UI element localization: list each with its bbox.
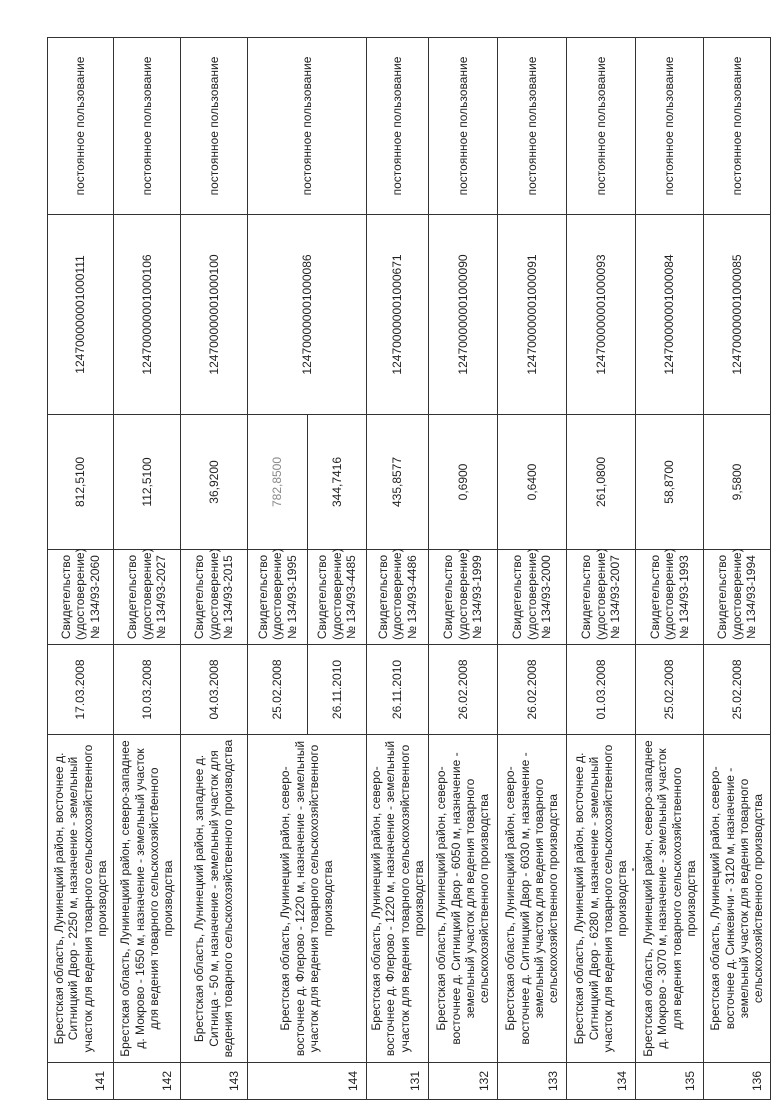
cadastral-number: 124700000001000085 [704, 215, 771, 415]
right-type: постоянное пользование [498, 38, 567, 215]
row-number: 135 [636, 1063, 704, 1100]
row-number: 134 [567, 1063, 636, 1100]
plot-area: 112,5100 [114, 415, 181, 550]
row-number: 142 [114, 1063, 181, 1100]
right-type: постоянное пользование [704, 38, 771, 215]
certificate-number: Свидетельство (удостоверение) № 134/93-4486 [367, 550, 429, 645]
cadastral-number: 124700000001000111 [48, 215, 114, 415]
plot-address: Брестская область, Лунинецкий район, северо-восточнее д. Флерово - 1220 м, назначение - земельный участок для ведения товарного сельскохозяйственного производства [248, 735, 367, 1063]
table-row [567, 38, 636, 1100]
certificate-number: Свидетельство (удостоверение) № 134/93-1994 [704, 550, 771, 645]
registration-date: 01.03.2008 [567, 645, 636, 735]
registration-date: 10.03.2008 [114, 645, 181, 735]
table-row [429, 38, 498, 1100]
plot-area: 58,8700 [636, 415, 704, 550]
certificate-number: Свидетельство (удостоверение) № 134/93-1995 [248, 550, 308, 645]
registration-date: 25.02.2008 [704, 645, 771, 735]
table-row [248, 38, 308, 1100]
table-row [48, 38, 114, 1100]
cadastral-number: 124700000001000100 [181, 215, 248, 415]
rotated-document-page [47, 38, 770, 1100]
right-type: постоянное пользование [248, 38, 367, 215]
certificate-number: Свидетельство (удостоверение) № 134/93-2007 [567, 550, 636, 645]
plot-area: 261,0800 [567, 415, 636, 550]
table-row [636, 38, 704, 1100]
plot-address: Брестская область, Лунинецкий район, северо-восточнее д. Ситницкий Двор - 6050 м, назначение - земельный участок для ведения товарного сельскохозяйственного производства [429, 735, 498, 1063]
registration-date: 25.02.2008 [636, 645, 704, 735]
table-row [704, 38, 771, 1100]
table-row [114, 38, 181, 1100]
table-row [498, 38, 567, 1100]
registration-date: 26.11.2010 [308, 645, 367, 735]
land-plots-table [47, 37, 771, 1100]
plot-address: Брестская область, Лунинецкий район, северо-восточнее д. Флерово - 1220 м, назначение - земельный участок для ведения товарного сельскохозяйственного производства [367, 735, 429, 1063]
plot-area: 0,6900 [429, 415, 498, 550]
plot-address: Брестская область, Лунинецкий район, северо-западнее д. Мокрово - 3070 м, назначение - земельный участок для ведения товарного сельскохозяйственного производства [636, 735, 704, 1063]
plot-area: 36,9200 [181, 415, 248, 550]
certificate-number: Свидетельство (удостоверение) № 134/93-4485 [308, 550, 367, 645]
right-type: постоянное пользование [367, 38, 429, 215]
plot-area: 344,7416 [308, 415, 367, 550]
right-type: постоянное пользование [636, 38, 704, 215]
plot-area: 812,5100 [48, 415, 114, 550]
cadastral-number: 124700000001000106 [114, 215, 181, 415]
plot-address: Брестская область, Лунинецкий район, северо-восточнее д. Синкевичи - 3120 м, назначение - земельный участок для ведения товарного сельскохозяйственного производства [704, 735, 771, 1063]
cadastral-number: 124700000001000091 [498, 215, 567, 415]
plot-area: 435,8577 [367, 415, 429, 550]
cadastral-number: 124700000001000084 [636, 215, 704, 415]
right-type: постоянное пользование [114, 38, 181, 215]
plot-address: Брестская область, Лунинецкий район, северо-западнее д. Мокрово - 1650 м, назначение - земельный участок для ведения товарного сельскохозяйственного производства [114, 735, 181, 1063]
registration-date: 26.11.2010 [367, 645, 429, 735]
cadastral-number: 124700000001000671 [367, 215, 429, 415]
row-number: 143 [181, 1063, 248, 1100]
cadastral-number: 124700000001000093 [567, 215, 636, 415]
certificate-number: Свидетельство (удостоверение) № 134/93-1999 [429, 550, 498, 645]
plot-area: 0,6400 [498, 415, 567, 550]
right-type: постоянное пользование [181, 38, 248, 215]
certificate-number: Свидетельство (удостоверение) № 134/93-1993 [636, 550, 704, 645]
certificate-number: Свидетельство (удостоверение) № 134/93-2027 [114, 550, 181, 645]
cadastral-number: 124700000001000090 [429, 215, 498, 415]
registration-date: 26.02.2008 [429, 645, 498, 735]
row-number: 132 [429, 1063, 498, 1100]
right-type: постоянное пользование [567, 38, 636, 215]
certificate-number: Свидетельство (удостоверение) № 134/93-2015 [181, 550, 248, 645]
row-number: 131 [367, 1063, 429, 1100]
row-number: 141 [48, 1063, 114, 1100]
registration-date: 26.02.2008 [498, 645, 567, 735]
row-number: 136 [704, 1063, 771, 1100]
plot-address: Брестская область, Лунинецкий район, западнее д. Ситница - 50 м, назначение - земельный участок для ведения товарного сельскохозяйственного производства [181, 735, 248, 1063]
plot-address: Брестская область, Лунинецкий район, северо-восточнее д. Ситницкий Двор - 6030 м, назначение - земельный участок для ведения товарного сельскохозяйственного производства [498, 735, 567, 1063]
right-type: постоянное пользование [48, 38, 114, 215]
plot-area: 9,5800 [704, 415, 771, 550]
plot-address: Брестская область, Лунинецкий район, восточнее д. Ситницкий Двор - 2250 м, назначение - земельный участок для ведения товарного сельскохозяйственного производства [48, 735, 114, 1063]
registration-date: 17.03.2008 [48, 645, 114, 735]
registration-date: 25.02.2008 [248, 645, 308, 735]
table-row [367, 38, 429, 1100]
cadastral-number: 124700000001000086 [248, 215, 367, 415]
row-number: 133 [498, 1063, 567, 1100]
plot-area: 782,8500 [248, 415, 308, 550]
right-type: постоянное пользование [429, 38, 498, 215]
certificate-number: Свидетельство (удостоверение) № 134/93-2060 [48, 550, 114, 645]
row-number: 144 [248, 1063, 367, 1100]
plot-address: Брестская область, Лунинецкий район, восточнее д. Ситницкий Двор - 6280 м, назначение - земельный участок для ведения товарного сельскохозяйственного производства [567, 735, 636, 1063]
registration-date: 04.03.2008 [181, 645, 248, 735]
table-row [181, 38, 248, 1100]
certificate-number: Свидетельство (удостоверение) № 134/93-2000 [498, 550, 567, 645]
